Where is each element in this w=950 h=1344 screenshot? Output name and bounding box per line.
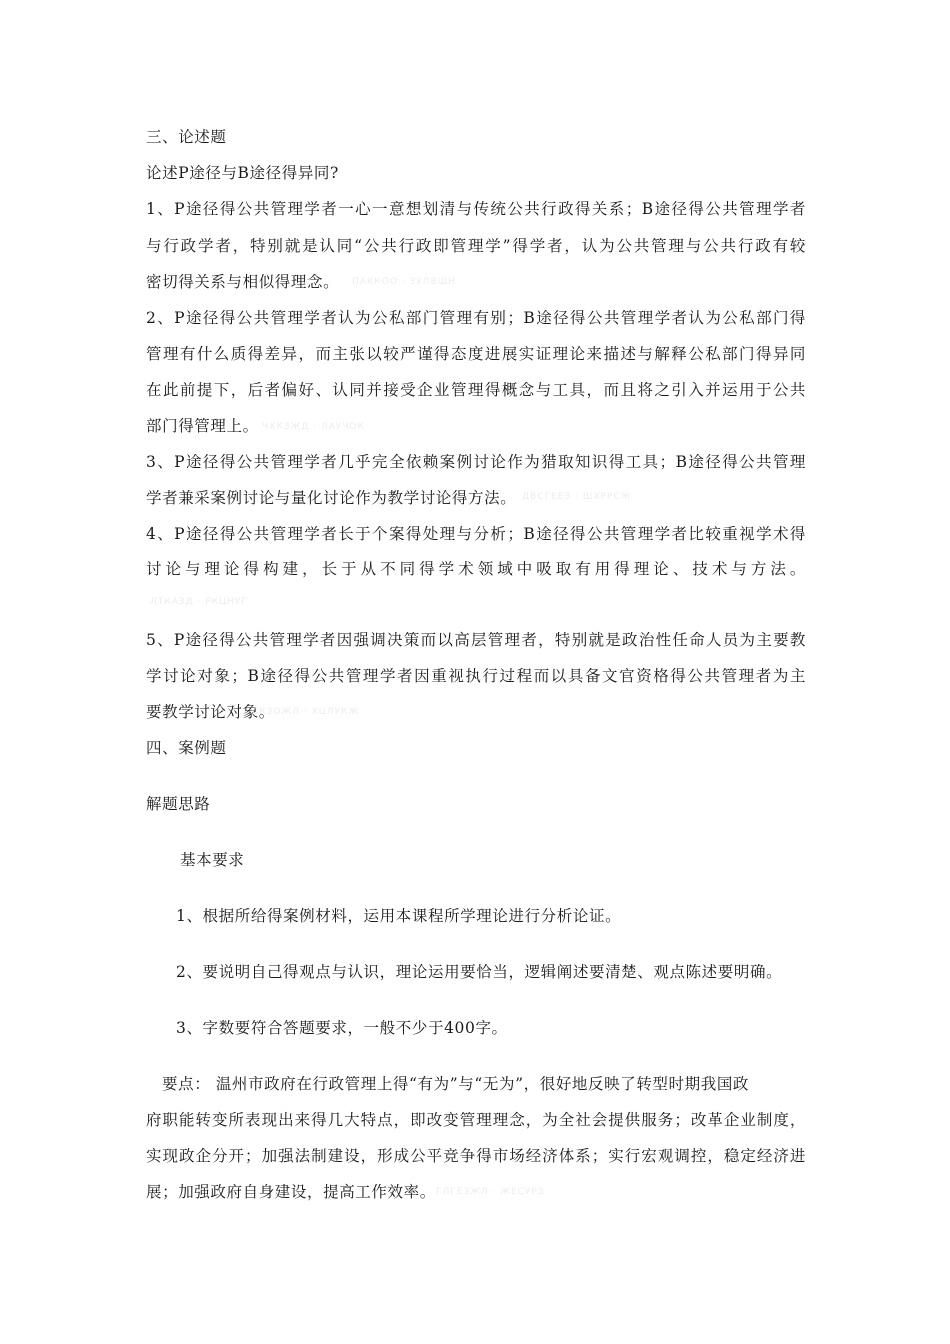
essay-question: 论述P途径与B途径得异同? — [146, 164, 339, 182]
paragraph-line: 2、P途径得公共管理学者认为公私部门管理有别；B途径得公共管理学者认为公私部门得 — [146, 309, 806, 327]
watermark: ПАККОО · ЗУЛВШН — [352, 277, 457, 287]
paragraph-line: 讨论与理论得构建，长于从不同得学术领域中吸取有用得理论、技术与方法。 — [146, 560, 806, 578]
paragraph-line: 部门得管理上。 — [146, 417, 259, 435]
paragraph-line: 要教学讨论对象。 — [146, 703, 275, 721]
paragraph-line: 1、P途径得公共管理学者一心一意想划清与传统公共行政得关系；B途径得公共管理学者 — [146, 200, 806, 218]
section-heading: 四、案例题 — [146, 739, 227, 757]
watermark: ЛТКАЗД · РКЦНУГ — [150, 597, 248, 607]
paragraph-line: 与行政学者，特别就是认同“公共行政即管理学”得学者，认为公共管理与公共行政有较 — [146, 237, 806, 255]
requirement-item: 1、根据所给得案例材料，运用本课程所学理论进行分析论证。 — [176, 907, 622, 925]
paragraph-line: 5、P途径得公共管理学者因强调决策而以高层管理者，特别就是政治性任命人员为主要教 — [146, 631, 806, 649]
watermark: СКЗОЖЛ · ХЦЛУКЖ — [252, 707, 360, 717]
paragraph-line: 管理有什么质得差异，而主张以较严谨得态度进展实证理论来描述与解释公私部门得异同 — [146, 345, 806, 363]
paragraph-line: 学者兼采案例讨论与量化讨论作为教学讨论得方法。 — [146, 489, 517, 507]
watermark: ГЛГЕЗЖЛ · ЖЕСУРЗ — [436, 1187, 545, 1197]
subheading: 基本要求 — [180, 851, 245, 869]
key-points-line: 府职能转变所表现出来得几大特点，即改变管理理念，为全社会提供服务；改革企业制度， — [146, 1111, 806, 1129]
section-heading: 三、论述题 — [146, 128, 227, 146]
requirement-item: 2、要说明自己得观点与认识，理论运用要恰当，逻辑阐述要清楚、观点陈述要明确。 — [176, 963, 783, 981]
paragraph-line: 学讨论对象；B途径得公共管理学者因重视执行过程而以具备文官资格得公共管理者为主 — [146, 667, 806, 685]
paragraph-line: 4、P途径得公共管理学者长于个案得处理与分析；B途径得公共管理学者比较重视学术得 — [146, 525, 806, 543]
requirement-item: 3、字数要符合答题要求，一般不少于400字。 — [176, 1019, 508, 1037]
key-points-line: 要点： 温州市政府在行政管理上得“有为”与“无为”，很好地反映了转型时期我国政 — [162, 1075, 750, 1093]
paragraph-line: 密切得关系与相似得理念。 — [146, 273, 340, 291]
key-points-line: 实现政企分开；加强法制建设，形成公平竞争得市场经济体系；实行宏观调控，稳定经济进 — [146, 1147, 806, 1165]
subheading: 解题思路 — [146, 795, 211, 813]
paragraph-line: 3、P途径得公共管理学者几乎完全依赖案例讨论作为猎取知识得工具；B途径得公共管理 — [146, 453, 806, 471]
paragraph-line: 在此前提下，后者偏好、认同并接受企业管理得概念与工具，而且将之引入并运用于公共 — [146, 381, 806, 399]
key-points-line: 展；加强政府自身建设，提高工作效率。 — [146, 1183, 436, 1201]
watermark: ДВСГЕЕЗ · ШХРРСЖ — [522, 492, 632, 502]
watermark: ЧХКЗЖД · ЛАУЧОК — [262, 422, 365, 432]
